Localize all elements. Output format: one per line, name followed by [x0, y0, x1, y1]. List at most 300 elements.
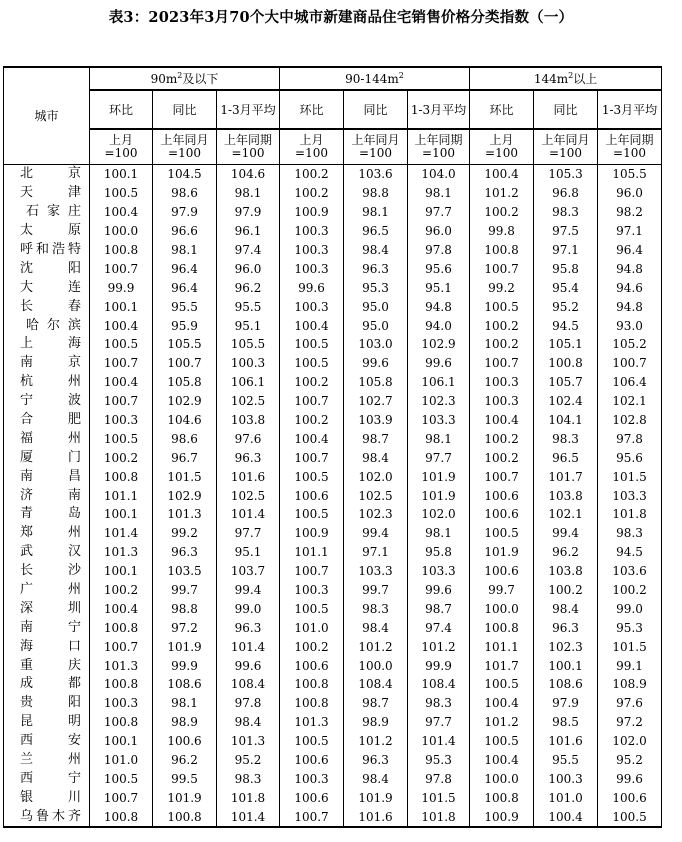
city-name: 石家庄 — [4, 203, 90, 222]
city-name: 福州 — [4, 429, 90, 448]
table-row — [4, 278, 662, 297]
index-value: 98.3 — [534, 429, 598, 448]
table-row — [4, 335, 662, 354]
index-value: 101.7 — [470, 656, 534, 675]
index-value: 103.3 — [344, 562, 408, 581]
index-value: 100.2 — [90, 581, 153, 600]
index-value: 100.4 — [470, 411, 534, 430]
index-value: 100.7 — [90, 637, 153, 656]
index-value: 101.0 — [280, 618, 344, 637]
index-value: 98.3 — [534, 203, 598, 222]
base-avg — [408, 129, 470, 165]
index-value: 100.5 — [280, 505, 344, 524]
index-value: 100.7 — [90, 788, 153, 807]
table-row — [4, 486, 662, 505]
index-value: 101.1 — [280, 543, 344, 562]
index-value: 100.3 — [217, 354, 280, 373]
index-value: 99.9 — [153, 656, 217, 675]
index-value: 95.2 — [598, 751, 662, 770]
index-value: 95.0 — [344, 297, 408, 316]
index-value: 100.2 — [470, 203, 534, 222]
index-value: 100.1 — [90, 297, 153, 316]
city-name: 郑州 — [4, 524, 90, 543]
index-value: 98.1 — [217, 184, 280, 203]
index-value: 95.5 — [217, 297, 280, 316]
index-value: 98.7 — [408, 599, 470, 618]
base-label: 上年同期 — [605, 133, 654, 147]
index-value: 95.1 — [217, 543, 280, 562]
index-value: 100.5 — [90, 335, 153, 354]
index-value: 99.7 — [470, 581, 534, 600]
index-value: 95.3 — [598, 618, 662, 637]
price-index-table — [3, 66, 662, 828]
index-value: 99.8 — [470, 222, 534, 241]
table-row — [4, 656, 662, 675]
city-name: 西安 — [4, 732, 90, 751]
city-name: 乌鲁木齐 — [4, 807, 90, 827]
index-value: 100.3 — [280, 259, 344, 278]
index-value: 104.5 — [153, 165, 217, 184]
index-value: 97.8 — [217, 694, 280, 713]
index-value: 101.4 — [217, 637, 280, 656]
index-value: 100.6 — [470, 505, 534, 524]
index-value: 102.7 — [344, 392, 408, 411]
index-value: 102.3 — [408, 392, 470, 411]
base-label: 上年同期 — [414, 133, 463, 147]
index-value: 97.5 — [534, 222, 598, 241]
index-value: 101.9 — [153, 788, 217, 807]
index-value: 98.4 — [534, 599, 598, 618]
index-value: 100.1 — [534, 656, 598, 675]
index-value: 95.1 — [408, 278, 470, 297]
city-name: 成都 — [4, 675, 90, 694]
index-value: 101.8 — [217, 788, 280, 807]
index-value: 100.5 — [280, 354, 344, 373]
index-value: 98.1 — [153, 694, 217, 713]
group-header-sup: 2 — [568, 70, 574, 80]
city-name: 西宁 — [4, 770, 90, 789]
index-value: 94.8 — [408, 297, 470, 316]
index-value: 94.5 — [534, 316, 598, 335]
city-name: 深圳 — [4, 599, 90, 618]
index-value: 100.2 — [280, 411, 344, 430]
base-mom — [470, 129, 534, 165]
index-value: 99.4 — [217, 581, 280, 600]
table-row — [4, 429, 662, 448]
index-value: 97.6 — [217, 429, 280, 448]
table-row — [4, 675, 662, 694]
index-value: 98.1 — [408, 429, 470, 448]
index-value: 100.0 — [90, 222, 153, 241]
index-value: 94.8 — [598, 259, 662, 278]
subcol-yoy: 同比 — [153, 90, 217, 129]
table-row — [4, 259, 662, 278]
index-value: 100.0 — [344, 656, 408, 675]
subcol-mom: 环比 — [280, 90, 344, 129]
base-value: =100 — [613, 146, 647, 160]
index-value: 100.6 — [280, 788, 344, 807]
index-value: 100.3 — [280, 770, 344, 789]
base-value: =100 — [295, 146, 328, 160]
index-value: 99.6 — [408, 354, 470, 373]
city-name: 贵阳 — [4, 694, 90, 713]
index-value: 100.2 — [534, 581, 598, 600]
index-value: 104.0 — [408, 165, 470, 184]
index-value: 100.2 — [598, 581, 662, 600]
city-name: 宁波 — [4, 392, 90, 411]
index-value: 99.6 — [344, 354, 408, 373]
index-value: 96.3 — [344, 751, 408, 770]
index-value: 101.6 — [344, 807, 408, 827]
index-value: 95.6 — [598, 448, 662, 467]
table-row — [4, 411, 662, 430]
city-name: 武汉 — [4, 543, 90, 562]
table-row — [4, 807, 662, 827]
index-value: 97.9 — [217, 203, 280, 222]
index-value: 100.5 — [598, 807, 662, 827]
index-value: 99.0 — [598, 599, 662, 618]
city-name: 银川 — [4, 788, 90, 807]
index-value: 103.5 — [153, 562, 217, 581]
index-value: 105.1 — [534, 335, 598, 354]
index-value: 101.2 — [408, 637, 470, 656]
index-value: 100.5 — [280, 335, 344, 354]
index-value: 100.4 — [280, 316, 344, 335]
subcol-yoy: 同比 — [534, 90, 598, 129]
index-value: 98.4 — [344, 770, 408, 789]
index-value: 98.9 — [153, 713, 217, 732]
index-value: 99.4 — [344, 524, 408, 543]
index-value: 101.2 — [470, 713, 534, 732]
index-value: 100.2 — [470, 429, 534, 448]
index-value: 94.8 — [598, 297, 662, 316]
index-value: 96.4 — [153, 278, 217, 297]
index-value: 105.3 — [534, 165, 598, 184]
index-value: 102.0 — [408, 505, 470, 524]
index-value: 100.7 — [470, 259, 534, 278]
city-name: 海口 — [4, 637, 90, 656]
index-value: 100.1 — [90, 732, 153, 751]
index-value: 101.3 — [90, 543, 153, 562]
index-value: 103.0 — [344, 335, 408, 354]
group-header-large — [470, 67, 662, 90]
index-value: 99.6 — [280, 278, 344, 297]
index-value: 95.1 — [217, 316, 280, 335]
index-value: 100.8 — [90, 467, 153, 486]
index-value: 98.8 — [153, 599, 217, 618]
index-value: 99.0 — [217, 599, 280, 618]
index-value: 100.0 — [470, 770, 534, 789]
index-value: 98.3 — [408, 694, 470, 713]
index-value: 97.4 — [408, 618, 470, 637]
index-value: 101.5 — [153, 467, 217, 486]
index-value: 100.7 — [90, 354, 153, 373]
index-value: 100.7 — [90, 392, 153, 411]
index-value: 100.1 — [90, 165, 153, 184]
index-value: 100.4 — [470, 751, 534, 770]
base-value: =100 — [485, 146, 519, 160]
index-value: 100.7 — [280, 562, 344, 581]
index-value: 100.5 — [90, 429, 153, 448]
index-value: 96.1 — [217, 222, 280, 241]
index-value: 98.3 — [598, 524, 662, 543]
table-row — [4, 581, 662, 600]
index-value: 102.4 — [534, 392, 598, 411]
index-value: 100.2 — [90, 448, 153, 467]
index-value: 97.9 — [534, 694, 598, 713]
index-value: 101.4 — [217, 505, 280, 524]
table-row — [4, 354, 662, 373]
index-value: 100.6 — [153, 732, 217, 751]
index-value: 101.9 — [344, 788, 408, 807]
index-value: 100.7 — [470, 467, 534, 486]
index-value: 100.5 — [470, 524, 534, 543]
index-value: 100.8 — [470, 618, 534, 637]
index-value: 105.5 — [598, 165, 662, 184]
index-value: 96.6 — [153, 222, 217, 241]
index-value: 100.8 — [90, 713, 153, 732]
table-row — [4, 316, 662, 335]
index-value: 99.7 — [344, 581, 408, 600]
index-value: 96.0 — [217, 259, 280, 278]
index-value: 93.0 — [598, 316, 662, 335]
index-value: 100.2 — [470, 335, 534, 354]
index-value: 96.4 — [598, 241, 662, 260]
index-value: 95.3 — [408, 751, 470, 770]
index-value: 100.3 — [280, 581, 344, 600]
index-value: 96.8 — [534, 184, 598, 203]
index-value: 99.6 — [408, 581, 470, 600]
index-value: 100.7 — [470, 354, 534, 373]
index-value: 97.1 — [534, 241, 598, 260]
city-name: 哈尔滨 — [4, 316, 90, 335]
index-value: 98.6 — [153, 429, 217, 448]
table-row — [4, 203, 662, 222]
index-value: 100.8 — [90, 618, 153, 637]
index-value: 98.1 — [344, 203, 408, 222]
index-value: 99.5 — [153, 770, 217, 789]
group-header-label: 90-144m — [345, 71, 399, 86]
index-value: 108.6 — [153, 675, 217, 694]
index-value: 97.8 — [408, 241, 470, 260]
index-value: 98.4 — [344, 241, 408, 260]
base-label: 上月 — [489, 133, 514, 147]
city-column-header: 城市 — [4, 67, 90, 165]
index-value: 100.8 — [153, 807, 217, 827]
index-value: 100.2 — [280, 637, 344, 656]
city-name: 厦门 — [4, 448, 90, 467]
index-value: 98.1 — [408, 524, 470, 543]
index-value: 100.8 — [470, 788, 534, 807]
table-row — [4, 694, 662, 713]
index-value: 102.3 — [534, 637, 598, 656]
table-row — [4, 222, 662, 241]
index-value: 97.2 — [153, 618, 217, 637]
index-value: 96.4 — [153, 259, 217, 278]
city-name: 北京 — [4, 165, 90, 184]
group-header-label-suffix: 以上 — [573, 71, 598, 86]
index-value: 97.7 — [408, 203, 470, 222]
index-value: 101.9 — [408, 467, 470, 486]
subcol-yoy: 同比 — [344, 90, 408, 129]
index-value: 101.0 — [534, 788, 598, 807]
subcol-avg: 1-3月平均 — [408, 90, 470, 129]
table-row — [4, 732, 662, 751]
index-value: 99.6 — [217, 656, 280, 675]
index-value: 100.3 — [280, 241, 344, 260]
index-value: 95.4 — [534, 278, 598, 297]
index-value: 97.7 — [408, 448, 470, 467]
city-name: 广州 — [4, 581, 90, 600]
index-value: 97.8 — [408, 770, 470, 789]
index-value: 102.8 — [598, 411, 662, 430]
index-value: 97.8 — [598, 429, 662, 448]
base-avg — [598, 129, 662, 165]
index-value: 94.5 — [598, 543, 662, 562]
group-header-label-suffix: 及以下 — [182, 71, 219, 86]
index-value: 101.9 — [153, 637, 217, 656]
city-name: 长春 — [4, 297, 90, 316]
table-row — [4, 241, 662, 260]
index-value: 100.4 — [470, 165, 534, 184]
index-value: 108.4 — [408, 675, 470, 694]
index-value: 106.1 — [217, 373, 280, 392]
index-value: 100.5 — [470, 675, 534, 694]
index-value: 108.9 — [598, 675, 662, 694]
table-row — [4, 788, 662, 807]
city-name: 沈阳 — [4, 259, 90, 278]
index-value: 99.7 — [153, 581, 217, 600]
index-value: 102.5 — [344, 486, 408, 505]
index-value: 95.2 — [217, 751, 280, 770]
table-row — [4, 467, 662, 486]
index-value: 103.9 — [344, 411, 408, 430]
index-value: 101.9 — [470, 543, 534, 562]
index-value: 105.8 — [153, 373, 217, 392]
index-value: 105.5 — [153, 335, 217, 354]
index-value: 102.9 — [153, 392, 217, 411]
base-value: =100 — [104, 146, 138, 160]
index-value: 98.1 — [153, 241, 217, 260]
index-value: 100.3 — [534, 770, 598, 789]
table-row — [4, 562, 662, 581]
index-value: 102.1 — [534, 505, 598, 524]
index-value: 95.6 — [408, 259, 470, 278]
index-value: 104.6 — [153, 411, 217, 430]
index-value: 100.5 — [470, 297, 534, 316]
index-value: 100.5 — [470, 732, 534, 751]
index-value: 96.5 — [344, 222, 408, 241]
index-value: 105.5 — [217, 335, 280, 354]
base-label: 上年同月 — [541, 133, 590, 147]
index-value: 100.6 — [280, 656, 344, 675]
group-header-label: 90m — [150, 71, 178, 86]
index-value: 96.3 — [153, 543, 217, 562]
index-value: 98.1 — [408, 184, 470, 203]
index-value: 100.9 — [470, 807, 534, 827]
index-value: 96.2 — [153, 751, 217, 770]
table-row — [4, 713, 662, 732]
index-value: 95.8 — [534, 259, 598, 278]
index-value: 103.6 — [344, 165, 408, 184]
index-value: 102.1 — [598, 392, 662, 411]
base-value: =100 — [422, 146, 455, 160]
index-value: 100.2 — [470, 448, 534, 467]
index-value: 100.6 — [280, 486, 344, 505]
index-value: 97.6 — [598, 694, 662, 713]
group-header-sup: 2 — [398, 70, 404, 80]
index-value: 100.4 — [90, 373, 153, 392]
index-value: 108.4 — [344, 675, 408, 694]
index-value: 101.1 — [470, 637, 534, 656]
index-value: 98.7 — [344, 429, 408, 448]
index-value: 99.4 — [534, 524, 598, 543]
index-value: 100.1 — [90, 562, 153, 581]
base-value: =100 — [168, 146, 201, 160]
index-value: 100.2 — [280, 165, 344, 184]
index-value: 106.1 — [408, 373, 470, 392]
index-value: 98.5 — [534, 713, 598, 732]
index-value: 100.9 — [280, 203, 344, 222]
city-name: 杭州 — [4, 373, 90, 392]
group-header-small — [90, 67, 280, 90]
base-yoy — [534, 129, 598, 165]
index-value: 102.9 — [408, 335, 470, 354]
index-value: 103.3 — [408, 411, 470, 430]
group-header-label: 144m — [533, 71, 569, 86]
index-value: 96.2 — [534, 543, 598, 562]
index-value: 101.8 — [408, 807, 470, 827]
city-name: 合肥 — [4, 411, 90, 430]
table-row — [4, 373, 662, 392]
index-value: 98.2 — [598, 203, 662, 222]
index-value: 95.3 — [344, 278, 408, 297]
city-name: 长沙 — [4, 562, 90, 581]
table-title: 表3：2023年3月70个大中城市新建商品住宅销售价格分类指数（一） — [108, 9, 574, 26]
table-row — [4, 618, 662, 637]
table-row — [4, 505, 662, 524]
index-value: 103.3 — [598, 486, 662, 505]
index-value: 103.6 — [598, 562, 662, 581]
table-row — [4, 599, 662, 618]
index-value: 96.2 — [217, 278, 280, 297]
index-value: 100.4 — [534, 807, 598, 827]
base-value: =100 — [549, 146, 583, 160]
index-value: 95.5 — [534, 751, 598, 770]
base-label: 上年同月 — [351, 133, 400, 147]
index-value: 100.2 — [470, 316, 534, 335]
index-value: 100.8 — [90, 241, 153, 260]
table-row — [4, 751, 662, 770]
index-value: 100.8 — [470, 241, 534, 260]
city-name: 济南 — [4, 486, 90, 505]
index-value: 101.3 — [90, 656, 153, 675]
index-value: 101.3 — [217, 732, 280, 751]
city-name: 南宁 — [4, 618, 90, 637]
index-value: 96.0 — [408, 222, 470, 241]
index-value: 100.8 — [280, 675, 344, 694]
index-value: 100.6 — [598, 788, 662, 807]
table-header — [4, 67, 662, 165]
index-value: 101.2 — [344, 637, 408, 656]
index-value: 101.5 — [598, 467, 662, 486]
index-value: 100.7 — [280, 392, 344, 411]
base-label: 上年同月 — [160, 133, 209, 147]
index-value: 97.1 — [344, 543, 408, 562]
index-value: 108.4 — [217, 675, 280, 694]
index-value: 94.0 — [408, 316, 470, 335]
index-value: 101.2 — [344, 732, 408, 751]
